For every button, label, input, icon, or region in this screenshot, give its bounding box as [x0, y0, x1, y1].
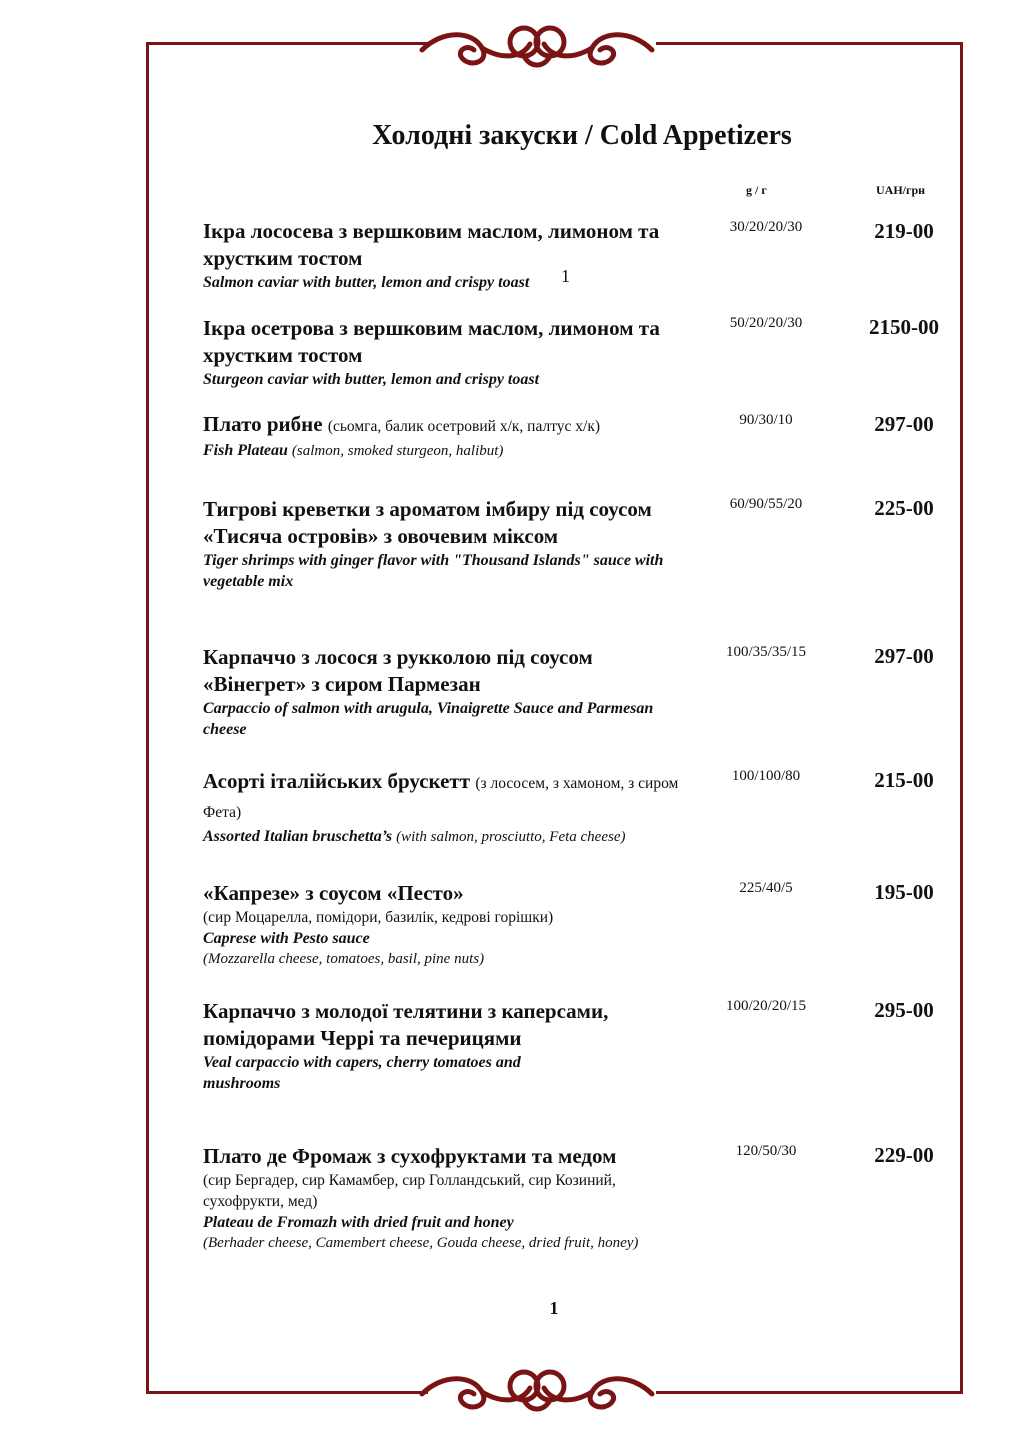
item-name-en: Sturgeon caviar with butter, lemon and crispy toast [203, 371, 540, 388]
menu-item [203, 218, 693, 293]
menu-item [203, 315, 693, 390]
page-title: Холодні закуски / Cold Appetizers [372, 120, 792, 151]
item-price: 229-00 [874, 1143, 934, 1167]
item-price: 195-00 [874, 880, 934, 904]
item-name-en: Fish Plateau [203, 442, 288, 459]
item-name-ua: Карпаччо з молодої телятини з каперсами, помідорами Черрі та печерицями [203, 999, 609, 1050]
item-description-ua: (сир Моцарелла, помідори, базилік, кедрові горішки) [203, 909, 554, 926]
item-name-ua: Плато де Фромаж з сухофруктами та медом [203, 1144, 617, 1168]
bottom-ornament-icon [412, 1364, 662, 1420]
frame-top-right [656, 42, 962, 45]
item-description-en: (Berhader cheese, Camembert cheese, Gouda cheese, dried fruit, honey) [203, 1235, 639, 1251]
frame-left [146, 42, 149, 1394]
item-name-en: Salmon caviar with butter, lemon and crispy toast [203, 274, 530, 291]
item-name-en: Assorted Italian bruschetta’s [203, 828, 393, 845]
item-name-en: Tiger shrimps with ginger flavor with "Thousand Islands" sauce with vegetable mix [203, 552, 664, 590]
page-number: 1 [549, 1298, 559, 1318]
menu-item [203, 880, 693, 970]
item-price: 297-00 [874, 412, 934, 436]
item-weight: 50/20/20/30 [729, 315, 803, 331]
item-name-en: Veal carpaccio with capers, cherry tomatoes and mushrooms [203, 1054, 521, 1092]
frame-bottom-left [146, 1391, 428, 1394]
item-weight: 225/40/5 [739, 880, 793, 896]
item-weight: 100/35/35/15 [725, 644, 806, 660]
item-description-en: (Mozzarella cheese, tomatoes, basil, pine nuts) [203, 951, 485, 967]
item-weight: 60/90/55/20 [729, 496, 803, 512]
item-name-ua: Ікра лососева з вершковим маслом, лимоном та хрустким тостом [203, 219, 660, 270]
menu-item [203, 644, 673, 740]
menu-item [203, 998, 683, 1094]
top-ornament-icon [412, 20, 662, 76]
item-name-ua: Карпаччо з лосося з рукколою під соусом «Вінегрет» з сиром Пармезан [203, 645, 593, 696]
frame-top-left [146, 42, 428, 45]
item-name-ua: Ікра осетрова з вершковим маслом, лимоном та хрустким тостом [203, 316, 660, 367]
item-price: 295-00 [874, 998, 934, 1022]
item-weight: 100/100/80 [731, 768, 801, 784]
menu-item [203, 1143, 693, 1254]
item-price: 215-00 [874, 768, 934, 792]
item-weight: 100/20/20/15 [725, 998, 806, 1014]
price-column-header: UAH/грн [876, 183, 926, 197]
item-weight: 120/50/30 [735, 1143, 797, 1159]
item-note-en: (with salmon, prosciutto, Feta cheese) [396, 829, 626, 845]
item-name-ua: Тигрові креветки з ароматом імбиру під соусом «Тисяча островів» з овочевим міксом [203, 497, 652, 548]
frame-bottom-right [656, 1391, 962, 1394]
item-description-ua: (сир Бергадер, сир Камамбер, сир Голландський, сир Козиний, сухофрукти, мед) [203, 1172, 616, 1210]
item-price: 225-00 [874, 496, 934, 520]
item-price: 219-00 [874, 219, 934, 243]
menu-item [203, 496, 683, 592]
item-name-en: Plateau de Fromazh with dried fruit and honey [203, 1214, 514, 1231]
stray-number: 1 [561, 266, 570, 286]
item-price: 2150-00 [869, 315, 939, 339]
item-weight: 90/30/10 [739, 412, 793, 428]
item-note-en: (salmon, smoked sturgeon, halibut) [291, 443, 504, 459]
item-name-ua: «Капрезе» з соусом «Песто» [203, 881, 464, 905]
weight-column-header: g / г [746, 183, 767, 197]
item-name-ua: Асорті італійських брускетт [203, 769, 471, 793]
item-name-ua: Плато рибне [203, 412, 323, 436]
menu-item [203, 768, 693, 848]
item-note-ua: (з лососем, з хамоном, з сиром Фета) [203, 775, 679, 821]
menu-item [203, 411, 693, 462]
item-name-en: Caprese with Pesto sauce [203, 930, 370, 947]
item-price: 297-00 [874, 644, 934, 668]
item-note-ua: (сьомга, балик осетровий х/к, палтус х/к) [327, 418, 601, 435]
frame-right [960, 42, 963, 1394]
item-name-en: Carpaccio of salmon with arugula, Vinaigrette Sauce and Parmesan cheese [203, 700, 654, 738]
item-weight: 30/20/20/30 [729, 219, 803, 235]
